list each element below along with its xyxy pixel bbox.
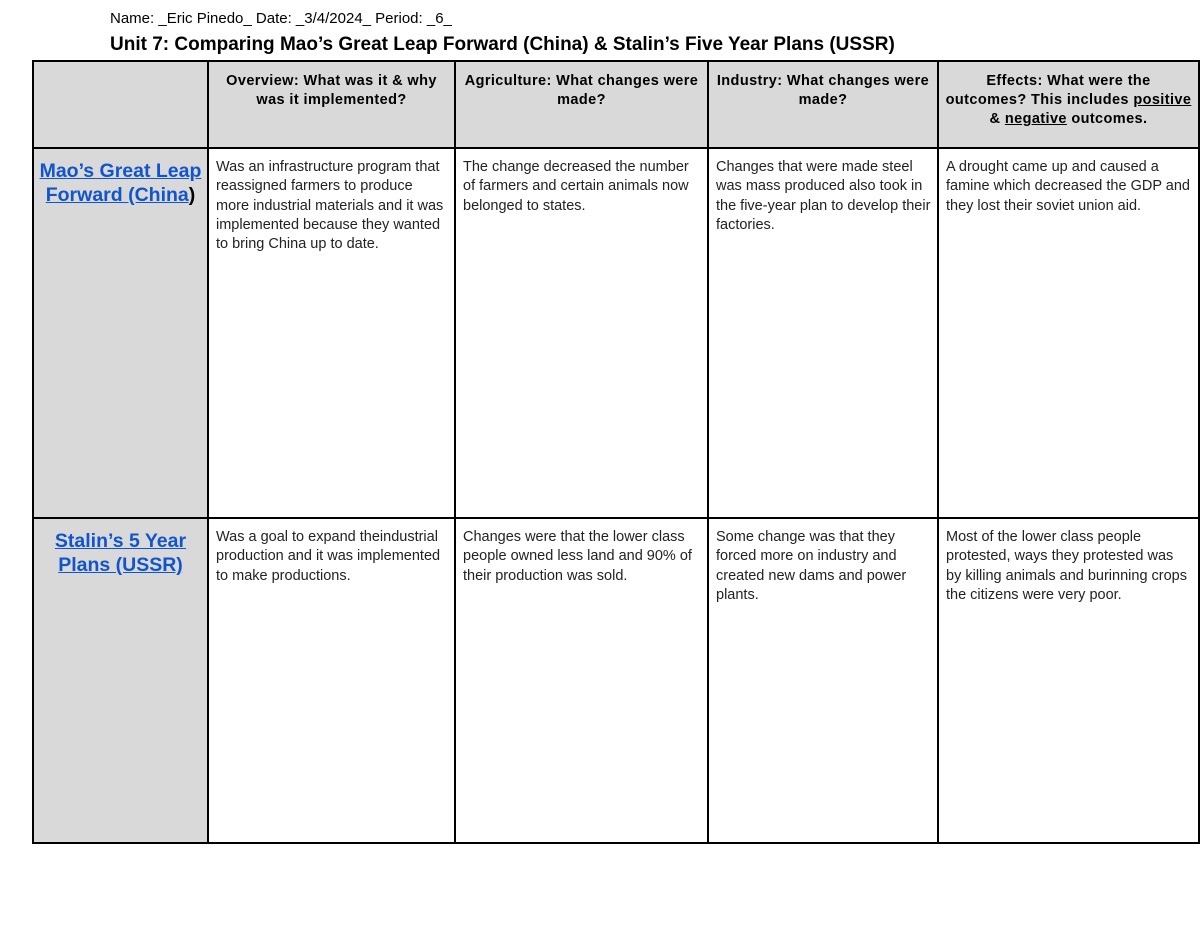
stalin-effects-cell: Most of the lower class people protested, ways they protested was by killing animals and burinning crops the citizens were very poor. xyxy=(938,518,1199,843)
mao-agriculture-cell: The change decreased the number of farmers and certain animals now belonged to states. xyxy=(455,148,708,518)
mao-great-leap-link[interactable]: Mao’s Great Leap Forward (China xyxy=(39,160,202,206)
row-label-stalin xyxy=(33,518,208,843)
stalin-overview-cell: Was a goal to expand theindustrial production and it was implemented to make productions. xyxy=(208,518,455,843)
row-label-closing-paren: ) xyxy=(188,184,196,206)
column-header-agriculture: Agriculture: What changes were made? xyxy=(455,61,708,148)
comparison-table xyxy=(32,60,1200,844)
row-label-mao xyxy=(33,148,208,518)
effects-header-negative: negative xyxy=(1004,111,1067,127)
effects-header-positive: positive xyxy=(1133,92,1192,108)
mao-industry-cell: Changes that were made steel was mass produced also took in the five-year plan to develop their factories. xyxy=(708,148,938,518)
effects-header-prefix: Effects: What were the outcomes? This includes xyxy=(945,73,1151,108)
mao-effects-cell: A drought came up and caused a famine which decreased the GDP and they lost their soviet union aid. xyxy=(938,148,1199,518)
table-row xyxy=(33,518,1199,843)
header-row xyxy=(33,61,1199,148)
column-header-industry: Industry: What changes were made? xyxy=(708,61,938,148)
corner-cell xyxy=(33,61,208,148)
worksheet-title: Unit 7: Comparing Mao’s Great Leap Forward (China) & Stalin’s Five Year Plans (USSR) xyxy=(110,34,895,55)
stalin-agriculture-cell: Changes were that the lower class people owned less land and 90% of their production was sold. xyxy=(455,518,708,843)
table-row xyxy=(33,148,1199,518)
column-header-effects xyxy=(938,61,1199,148)
student-info-line: Name: _Eric Pinedo_ Date: _3/4/2024_ Period: _6_ xyxy=(110,10,452,27)
mao-overview-cell: Was an infrastructure program that reassigned farmers to produce more industrial materials and it was implemented because they wanted to bring China up to date. xyxy=(208,148,455,518)
effects-header-suffix: outcomes. xyxy=(1066,111,1148,127)
effects-header-amp: & xyxy=(989,111,1005,127)
stalin-five-year-plans-link[interactable]: Stalin’s 5 Year Plans (USSR) xyxy=(54,530,187,576)
stalin-industry-cell: Some change was that they forced more on industry and created new dams and power plants. xyxy=(708,518,938,843)
column-header-overview: Overview: What was it & why was it implemented? xyxy=(208,61,455,148)
